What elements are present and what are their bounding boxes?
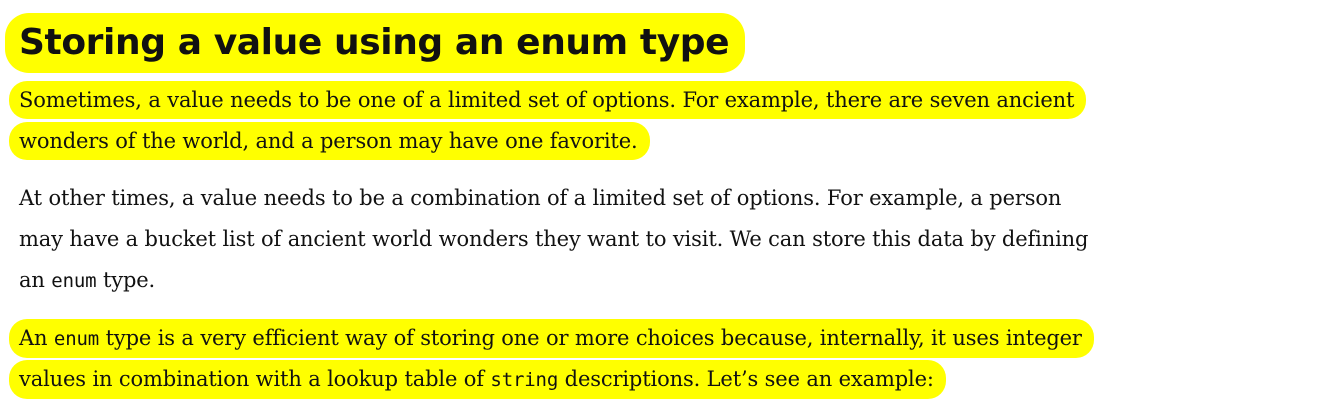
heading-wrap [5,13,745,73]
paragraph-line [9,121,1314,162]
paragraph-enum-combination [9,178,1314,301]
paragraph-line [9,80,1314,121]
paragraph-line [9,178,1314,219]
highlighted-text [9,319,1094,358]
body-text [9,263,155,298]
highlighted-text [9,360,946,399]
paragraph-line [9,318,1314,359]
text-run: An [19,326,54,350]
highlighted-text: wonders of the world, and a person may have one favorite. [9,122,650,160]
inline-code: enum [53,328,100,350]
text-run: values in combination with a lookup table of [19,367,491,391]
paragraph-line [9,359,1314,400]
text-run: type is a very efficient way of storing one or more choices because, internally, it uses integer [99,326,1082,350]
text-run: descriptions. Let’s see an example: [558,367,934,391]
paragraph-enum-single-choice [9,80,1314,162]
text-run: an [19,268,52,292]
highlighted-text: Sometimes, a value needs to be one of a limited set of options. For example, there are seven ancient [9,81,1086,119]
body-text: At other times, a value needs to be a combination of a limited set of options. For example, a person [19,186,1062,210]
section-heading: Storing a value using an enum type [5,13,745,73]
body-text: may have a bucket list of ancient world wonders they want to visit. We can store this data by defining [19,227,1089,251]
text-run: type. [96,268,156,292]
inline-code: enum [51,270,97,292]
inline-code: string [490,369,559,391]
paragraph-line [9,260,1314,301]
paragraph-line [9,219,1314,260]
paragraph-enum-efficiency [9,318,1314,400]
